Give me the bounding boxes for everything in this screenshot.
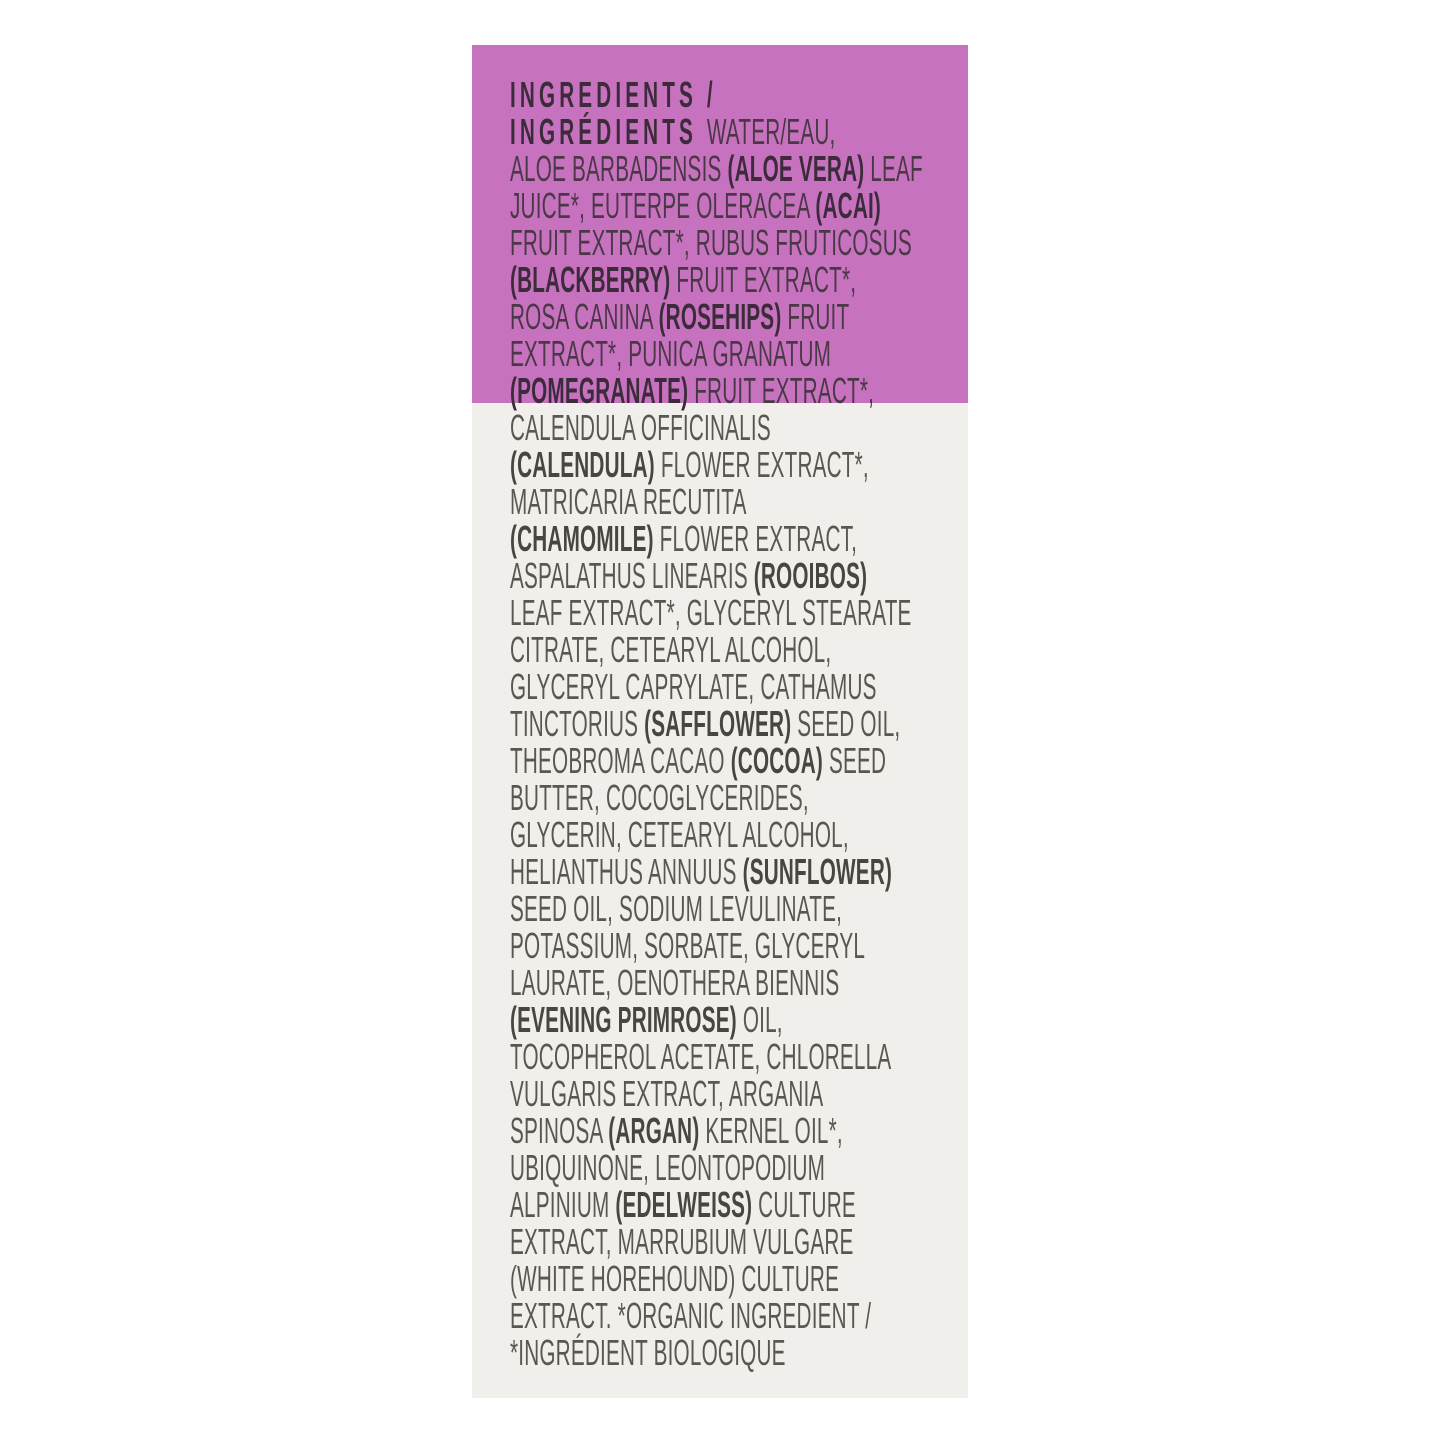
ingredient-text: ALPINIUM <box>510 1184 616 1225</box>
ingredient-text: GLYCERIN, CETEARYL ALCOHOL, <box>510 814 849 855</box>
ingredient-line <box>510 224 953 261</box>
ingredient-line <box>510 705 953 742</box>
ingredient-line <box>510 298 953 335</box>
ingredient-common-name: (CHAMOMILE) <box>510 518 654 559</box>
ingredient-line <box>510 927 953 964</box>
ingredient-text: CULTURE <box>752 1184 856 1225</box>
ingredient-text: FRUIT EXTRACT*, <box>688 370 875 411</box>
ingredient-text: EXTRACT*, PUNICA GRANATUM <box>510 333 832 374</box>
ingredient-line <box>510 520 953 557</box>
ingredient-text: SEED <box>822 740 887 781</box>
ingredient-common-name: (ROSEHIPS) <box>658 296 782 337</box>
ingredient-line <box>510 779 953 816</box>
ingredient-common-name: (SAFFLOWER) <box>644 703 792 744</box>
ingredient-line <box>510 1112 953 1149</box>
ingredient-common-name: (ACAI) <box>815 185 882 226</box>
ingredient-text: FLOWER EXTRACT*, <box>654 444 869 485</box>
ingredient-line <box>510 446 953 483</box>
ingredient-line <box>510 335 953 372</box>
ingredient-text: (WHITE HOREHOUND) CULTURE <box>510 1258 840 1299</box>
ingredient-line <box>510 594 953 631</box>
ingredient-common-name: (CALENDULA) <box>510 444 655 485</box>
ingredient-text: KERNEL OIL*, <box>699 1110 843 1151</box>
ingredient-common-name: (POMEGRANATE) <box>510 370 689 411</box>
ingredient-line <box>510 1075 953 1112</box>
ingredient-line <box>510 409 953 446</box>
ingredient-text: CITRATE, CETEARYL ALCOHOL, <box>510 629 832 670</box>
ingredient-text: FRUIT <box>781 296 850 337</box>
ingredient-line <box>510 1334 953 1371</box>
ingredients-heading-text: INGRÉDIENTS <box>510 111 707 152</box>
ingredient-common-name: (ARGAN) <box>608 1110 700 1151</box>
ingredient-line <box>510 890 953 927</box>
ingredient-common-name: (COCOA) <box>730 740 823 781</box>
ingredient-text: LAURATE, OENOTHERA BIENNIS <box>510 962 840 1003</box>
ingredient-text: *INGRÉDIENT BIOLOGIQUE <box>510 1332 786 1373</box>
ingredient-text: TINCTORIUS <box>510 703 645 744</box>
ingredient-line <box>510 1223 953 1260</box>
ingredient-common-name: (SUNFLOWER) <box>742 851 893 892</box>
ingredient-text: FRUIT EXTRACT*, <box>670 259 857 300</box>
ingredient-line <box>510 631 953 668</box>
ingredient-text: SEED OIL, SODIUM LEVULINATE, <box>510 888 843 929</box>
ingredient-text: UBIQUINONE, LEONTOPODIUM <box>510 1147 826 1188</box>
ingredient-line <box>510 187 953 224</box>
ingredient-line <box>510 372 953 409</box>
ingredient-text: TOCOPHEROL ACETATE, CHLORELLA <box>510 1036 892 1077</box>
ingredient-text: POTASSIUM, SORBATE, GLYCERYL <box>510 925 866 966</box>
ingredient-text: FLOWER EXTRACT, <box>653 518 858 559</box>
ingredients-heading-text: INGREDIENTS / <box>510 74 717 115</box>
ingredient-line <box>510 1260 953 1297</box>
ingredient-line <box>510 1186 953 1223</box>
ingredient-text: EXTRACT, MARRUBIUM VULGARE <box>510 1221 854 1262</box>
ingredient-line <box>510 150 953 187</box>
ingredient-text: VULGARIS EXTRACT, ARGANIA <box>510 1073 824 1114</box>
ingredient-common-name: (EDELWEISS) <box>615 1184 753 1225</box>
ingredient-text: ROSA CANINA <box>510 296 659 337</box>
ingredient-line <box>510 1149 953 1186</box>
ingredient-text: ASPALATHUS LINEARIS <box>510 555 754 596</box>
ingredients-panel <box>472 45 968 1398</box>
ingredient-common-name: (ROOIBOS) <box>753 555 868 596</box>
ingredient-text: WATER/EAU, <box>706 111 836 152</box>
ingredient-line <box>510 1038 953 1075</box>
ingredient-line <box>510 742 953 779</box>
ingredient-text: MATRICARIA RECUTITA <box>510 481 747 522</box>
ingredient-text: CALENDULA OFFICINALIS <box>510 407 771 448</box>
ingredient-text: LEAF <box>864 148 923 189</box>
ingredient-line <box>510 557 953 594</box>
ingredient-common-name: (ALOE VERA) <box>727 148 865 189</box>
ingredient-line <box>510 483 953 520</box>
ingredient-line <box>510 853 953 890</box>
ingredient-line <box>510 1001 953 1038</box>
ingredient-line <box>510 816 953 853</box>
ingredient-line <box>510 1297 953 1334</box>
ingredient-common-name: (BLACKBERRY) <box>510 259 671 300</box>
ingredient-line <box>510 76 953 113</box>
ingredient-text: SEED OIL, <box>791 703 901 744</box>
ingredient-text: JUICE*, EUTERPE OLERACEA <box>510 185 816 226</box>
ingredient-text: EXTRACT. *ORGANIC INGREDIENT / <box>510 1295 872 1336</box>
ingredient-line <box>510 668 953 705</box>
ingredient-common-name: (EVENING PRIMROSE) <box>510 999 737 1040</box>
ingredient-text: FRUIT EXTRACT*, RUBUS FRUTICOSUS <box>510 222 912 263</box>
ingredient-text: SPINOSA <box>510 1110 609 1151</box>
ingredient-text: HELIANTHUS ANNUUS <box>510 851 743 892</box>
ingredient-line <box>510 964 953 1001</box>
ingredient-text: GLYCERYL CAPRYLATE, CATHAMUS <box>510 666 877 707</box>
ingredient-text: OIL, <box>736 999 783 1040</box>
ingredient-text: ALOE BARBADENSIS <box>510 148 728 189</box>
ingredient-line <box>510 113 953 150</box>
ingredient-text: LEAF EXTRACT*, GLYCERYL STEARATE <box>510 592 912 633</box>
ingredient-text: THEOBROMA CACAO <box>510 740 731 781</box>
ingredient-text: BUTTER, COCOGLYCERIDES, <box>510 777 809 818</box>
ingredients-text-flow <box>510 76 953 1371</box>
ingredient-line <box>510 261 953 298</box>
